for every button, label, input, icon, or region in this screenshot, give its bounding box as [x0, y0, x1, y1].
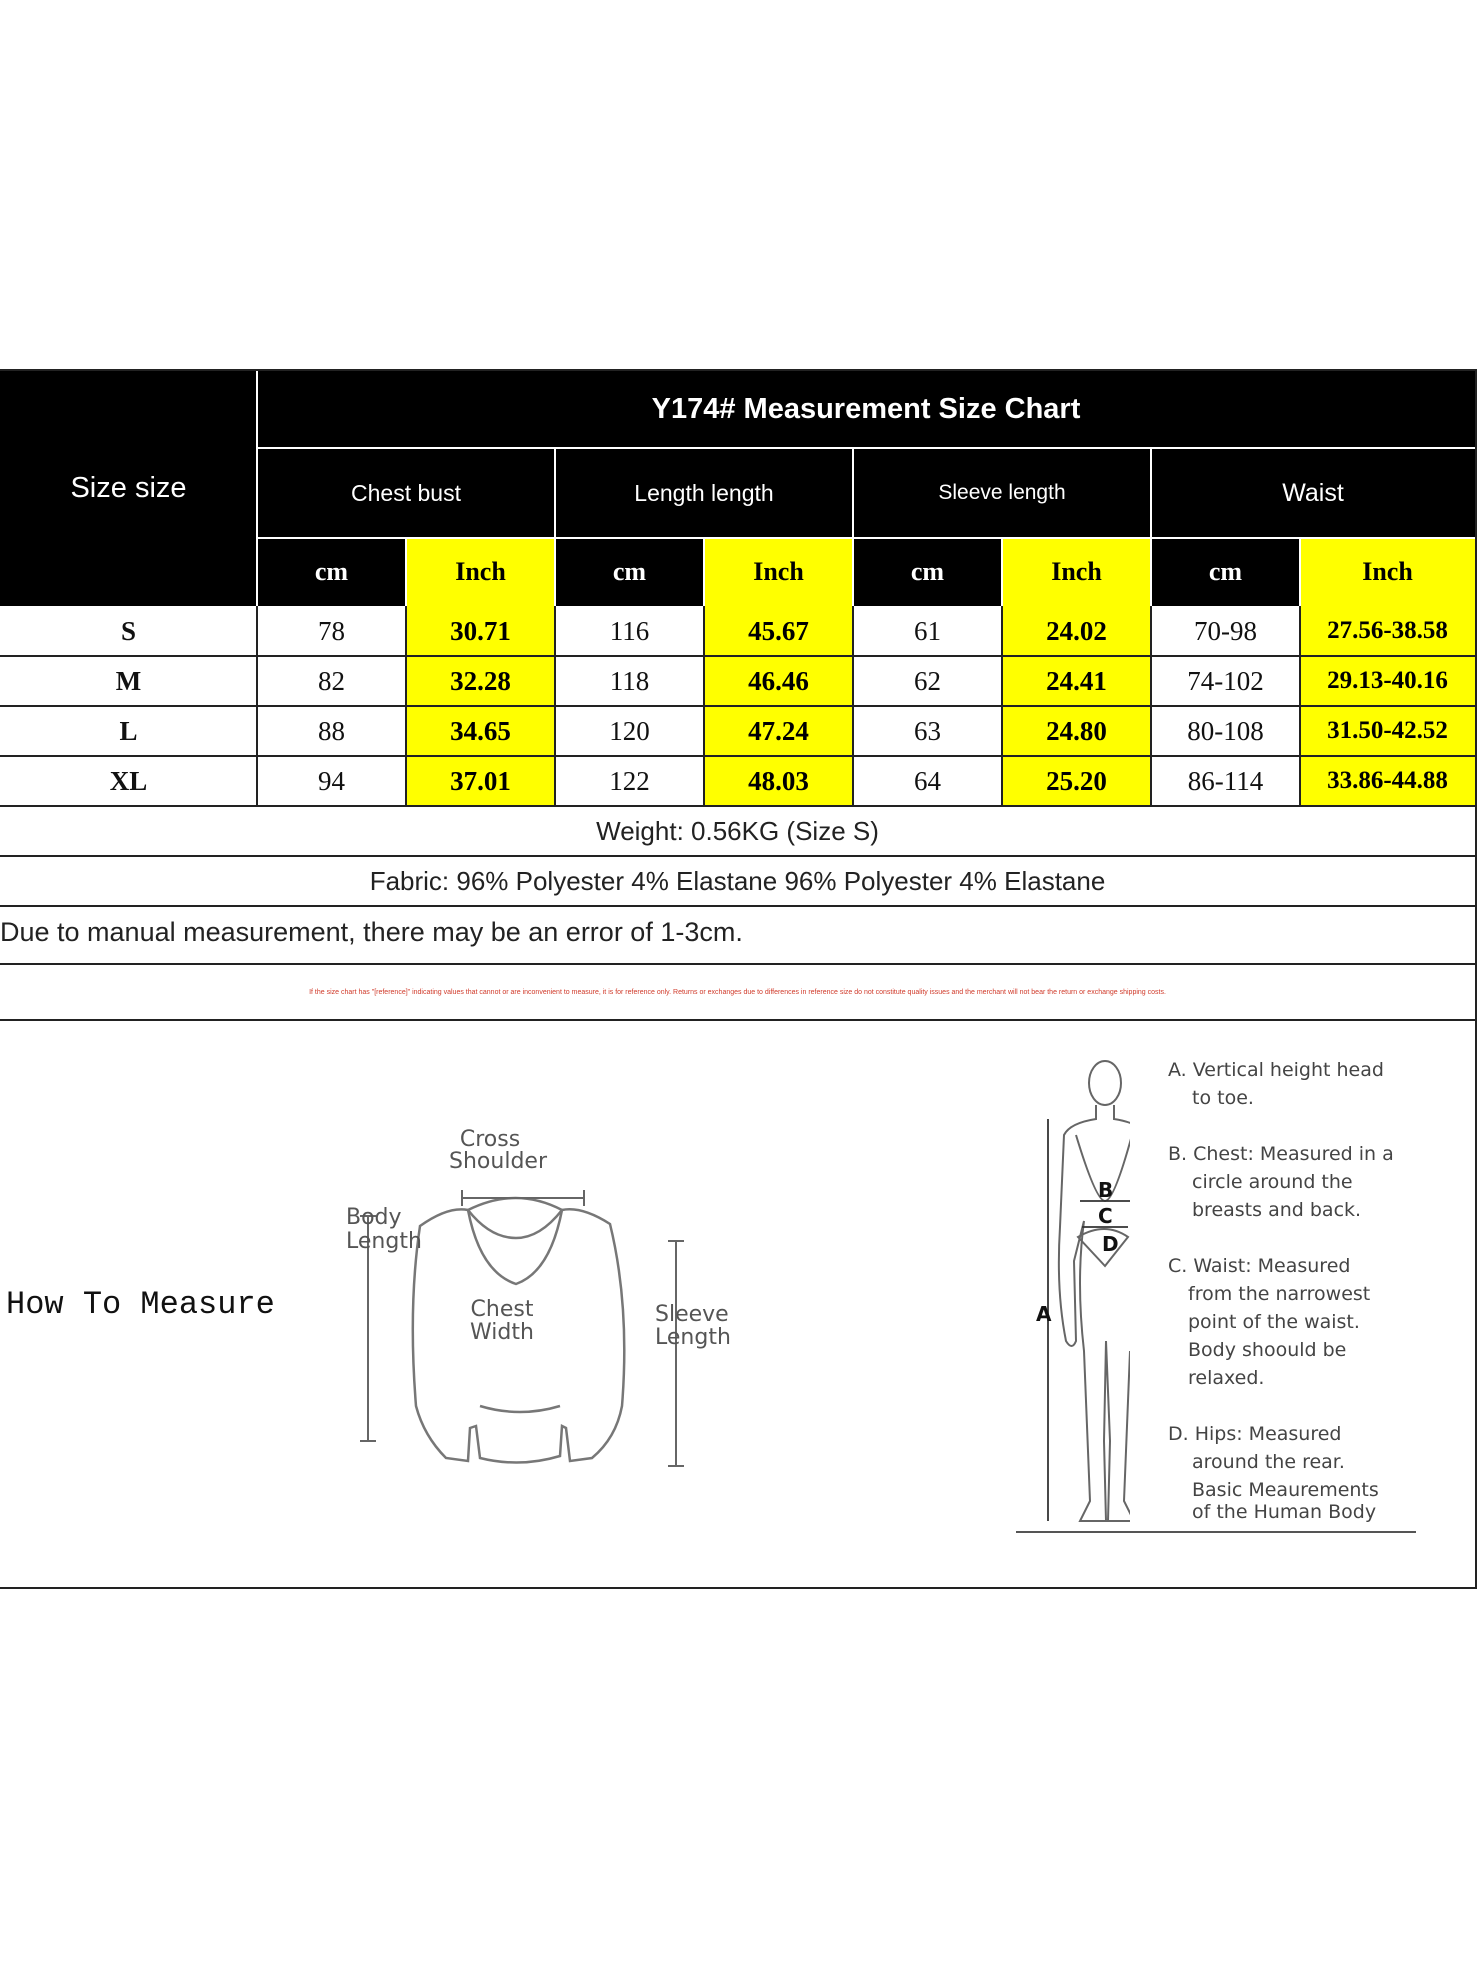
instruction-line: point of the waist.	[1188, 1311, 1360, 1333]
length-inch: 46.46	[704, 656, 853, 706]
unit-cm: cm	[853, 538, 1002, 606]
disclaimer-note: If the size chart has "[reference]" indicating values that cannot or are inconvenient to measure, it is for reference only. Returns or exchanges due to differences in reference size do not constitute quality issues and the merchant will not bear the return or exchange shipping costs.	[309, 988, 1166, 996]
length-cm: 118	[609, 665, 650, 696]
length-label: Length	[346, 1229, 422, 1254]
waist-cm: 74-102	[1187, 665, 1264, 696]
size-header-cell	[0, 371, 257, 606]
cross-label: Cross	[459, 1127, 521, 1152]
sleeve-cm: 61	[914, 615, 941, 646]
size-cell: XL	[109, 765, 148, 796]
instruction-line: Basic Meaurements	[1192, 1479, 1379, 1501]
chest-inch: 37.01	[406, 756, 555, 806]
garment-diagram	[330, 1106, 750, 1486]
instruction-line: circle around the	[1192, 1171, 1353, 1193]
instruction-line: D. Hips: Measured	[1168, 1423, 1342, 1445]
sleeve-cm: 62	[914, 665, 941, 696]
fabric-note: Fabric: 96% Polyester 4% Elastane 96% Polyester 4% Elastane	[369, 865, 1106, 896]
group-header-chest	[257, 448, 555, 538]
group-header-waist	[1151, 448, 1475, 538]
body-figure-icon	[1059, 1061, 1130, 1521]
chest-cm: 94	[318, 765, 345, 796]
waist-cm: 80-108	[1187, 715, 1264, 746]
instruction-line: from the narrowest	[1188, 1283, 1371, 1305]
length-cm: 120	[609, 715, 650, 746]
waist-inch: 33.86-44.88	[1300, 756, 1475, 806]
length-cm: 116	[609, 615, 650, 646]
sleeve-inch: 24.02	[1002, 606, 1151, 656]
shoulder-label: Shoulder	[449, 1149, 547, 1174]
instruction-line: around the rear.	[1192, 1451, 1345, 1473]
length-cm: 122	[609, 765, 650, 796]
instruction-line: Body shoould be	[1188, 1339, 1347, 1361]
size-cell: S	[120, 615, 137, 646]
table-row	[0, 756, 1475, 806]
sleeve-cm: 63	[914, 715, 941, 746]
chart-title: Y174# Measurement Size Chart	[651, 393, 1081, 425]
unit-inch: Inch	[704, 538, 853, 606]
size-cell: M	[115, 665, 142, 696]
size-chart	[0, 369, 1477, 1589]
chest-cm: 82	[318, 665, 345, 696]
length-inch: 45.67	[704, 606, 853, 656]
sleeve-cm: 64	[914, 765, 941, 796]
group-label: Length length	[634, 479, 774, 506]
chest-cm: 78	[318, 615, 345, 646]
group-label: Waist	[1282, 478, 1344, 507]
table-row	[0, 606, 1475, 656]
waist-inch: 27.56-38.58	[1300, 606, 1475, 656]
unit-cm: cm	[1151, 538, 1300, 606]
body-label: Body	[346, 1205, 402, 1230]
unit-inch: Inch	[1002, 538, 1151, 606]
unit-cm: cm	[257, 538, 406, 606]
instruction-line: to toe.	[1192, 1087, 1254, 1109]
title-cell	[257, 371, 1475, 448]
sleeve-inch: 24.80	[1002, 706, 1151, 756]
length-inch: 47.24	[704, 706, 853, 756]
group-label: Sleeve length	[938, 481, 1066, 504]
instruction-line: A. Vertical height head	[1168, 1059, 1384, 1081]
chest-cm: 88	[318, 715, 345, 746]
measure-instructions	[1150, 1046, 1460, 1516]
chest-inch: 32.28	[406, 656, 555, 706]
group-header-length	[555, 448, 853, 538]
length-inch: 48.03	[704, 756, 853, 806]
instruction-line: breasts and back.	[1192, 1199, 1362, 1221]
chest-inch: 30.71	[406, 606, 555, 656]
instruction-line: C. Waist: Measured	[1168, 1255, 1351, 1277]
body-label-b: B	[1098, 1178, 1114, 1202]
unit-inch: Inch	[1300, 538, 1475, 606]
unit-cm: cm	[555, 538, 704, 606]
error-note: Due to manual measurement, there may be an error of 1-3cm.	[0, 916, 743, 947]
instruction-last-line: of the Human Body	[1192, 1501, 1377, 1523]
chest-inch: 34.65	[406, 706, 555, 756]
body-label-a: A	[1036, 1302, 1052, 1326]
body-diagram	[1010, 1051, 1130, 1551]
size-header: Size size	[70, 472, 187, 504]
instruction-line: B. Chest: Measured in a	[1168, 1143, 1394, 1165]
group-header-sleeve	[853, 448, 1151, 538]
unit-inch: Inch	[406, 538, 555, 606]
group-label: Chest bust	[351, 479, 461, 506]
table-row	[0, 706, 1475, 756]
instruction-line: relaxed.	[1188, 1367, 1265, 1389]
table-row	[0, 656, 1475, 706]
waist-cm: 86-114	[1187, 765, 1264, 796]
chest-label: Chest	[470, 1297, 534, 1322]
sleeve-label: Sleeve	[655, 1302, 729, 1327]
size-cell: L	[119, 715, 138, 746]
waist-inch: 31.50-42.52	[1300, 706, 1475, 756]
waist-inch: 29.13-40.16	[1300, 656, 1475, 706]
sleeve-length-label: Length	[655, 1325, 731, 1350]
waist-cm: 70-98	[1194, 615, 1257, 646]
body-label-d: D	[1102, 1232, 1119, 1256]
weight-note: Weight: 0.56KG (Size S)	[596, 815, 879, 846]
how-to-measure-title: How To Measure	[6, 1286, 275, 1323]
width-label: Width	[470, 1320, 534, 1345]
sleeve-inch: 25.20	[1002, 756, 1151, 806]
sleeve-inch: 24.41	[1002, 656, 1151, 706]
instruction-underline	[1016, 1531, 1416, 1533]
body-label-c: C	[1098, 1204, 1113, 1228]
